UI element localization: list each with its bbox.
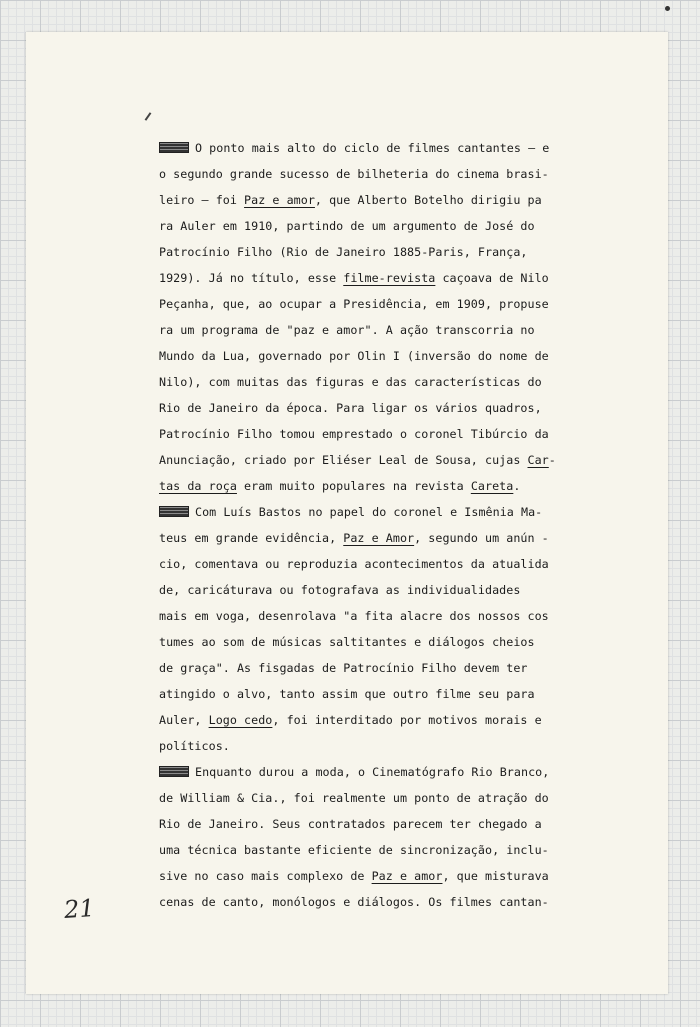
text-segment: teus em grande evidência,: [159, 531, 344, 545]
document-body: [159, 135, 611, 915]
text-line: [159, 369, 611, 395]
text-line: [159, 473, 611, 499]
text-segment: de, caricáturava ou fotografava as individualidades: [159, 583, 521, 597]
text-segment: Patrocínio Filho (Rio de Janeiro 1885-Paris, França,: [159, 245, 528, 259]
text-segment: , que misturava: [442, 869, 549, 883]
text-segment: Auler,: [159, 713, 209, 727]
text-segment: Com Luís Bastos no papel do coronel e Ismênia Ma-: [195, 505, 543, 519]
text-line: [159, 525, 611, 551]
text-line: [159, 499, 611, 525]
text-line: [159, 759, 611, 785]
text-segment: tumes ao som de músicas saltitantes e diálogos cheios: [159, 635, 535, 649]
text-segment: Patrocínio Filho tomou emprestado o coronel Tibúrcio da: [159, 427, 549, 441]
text-segment: Nilo), com muitas das figuras e das características do: [159, 375, 542, 389]
paragraph-mark-icon: [159, 766, 189, 777]
text-segment: uma técnica bastante eficiente de sincronização, inclu-: [159, 843, 549, 857]
text-line: [159, 655, 611, 681]
text-line: [159, 551, 611, 577]
pin-dot: [665, 6, 670, 11]
text-segment: ra um programa de "paz e amor". A ação transcorria no: [159, 323, 535, 337]
paragraph-mark-icon: [159, 142, 189, 153]
text-segment: cenas de canto, monólogos e diálogos. Os filmes cantan-: [159, 895, 549, 909]
text-segment: O ponto mais alto do ciclo de filmes cantantes — e: [195, 141, 550, 155]
text-line: [159, 863, 611, 889]
text-line: [159, 629, 611, 655]
text-line: [159, 187, 611, 213]
text-segment: , que Alberto Botelho dirigiu pa: [314, 193, 542, 207]
text-segment: Peçanha, que, ao ocupar a Presidência, em 1909, propuse: [159, 297, 549, 311]
text-segment: -: [548, 453, 556, 467]
text-line: [159, 317, 611, 343]
underlined-title: Paz e amor: [371, 869, 443, 883]
underlined-title: Logo cedo: [208, 713, 273, 727]
underlined-title: tas da roça: [159, 479, 237, 493]
text-segment: ra Auler em 1910, partindo de um argumento de José do: [159, 219, 535, 233]
text-segment: de graça". As fisgadas de Patrocínio Filho devem ter: [159, 661, 528, 675]
text-segment: caçoava de Nilo: [435, 271, 549, 285]
text-segment: eram muito populares na revista: [236, 479, 471, 493]
page-number: 21: [63, 893, 96, 925]
underlined-title: Paz e Amor: [343, 531, 415, 545]
text-line: [159, 447, 611, 473]
text-segment: Mundo da Lua, governado por Olin I (inversão do nome de: [159, 349, 549, 363]
text-line: [159, 291, 611, 317]
text-segment: .: [513, 479, 521, 493]
text-line: [159, 681, 611, 707]
text-line: [159, 577, 611, 603]
text-line: [159, 733, 611, 759]
text-line: [159, 707, 611, 733]
text-segment: Rio de Janeiro. Seus contratados parecem ter chegado a: [159, 817, 542, 831]
text-segment: de William & Cia., foi realmente um ponto de atração do: [159, 791, 549, 805]
text-line: [159, 811, 611, 837]
text-line: [159, 161, 611, 187]
text-segment: mais em voga, desenrolava "a fita alacre dos nossos cos: [159, 609, 549, 623]
text-line: [159, 395, 611, 421]
underlined-title: Careta: [470, 479, 514, 493]
text-segment: leiro — foi: [159, 193, 245, 207]
text-line: [159, 889, 611, 915]
text-line: [159, 837, 611, 863]
text-line: [159, 421, 611, 447]
text-segment: sive no caso mais complexo de: [159, 869, 372, 883]
text-segment: Enquanto durou a moda, o Cinematógrafo Rio Branco,: [195, 765, 550, 779]
underlined-title: Car: [527, 453, 549, 467]
text-line: [159, 603, 611, 629]
text-line: [159, 135, 611, 161]
text-line: [159, 213, 611, 239]
text-segment: atingido o alvo, tanto assim que outro filme seu para: [159, 687, 535, 701]
text-segment: o segundo grande sucesso de bilheteria do cinema brasi-: [159, 167, 549, 181]
text-segment: políticos.: [159, 739, 230, 753]
text-line: [159, 239, 611, 265]
text-segment: Anunciação, criado por Eliéser Leal de Sousa, cujas: [159, 453, 528, 467]
text-segment: , segundo um anún -: [414, 531, 549, 545]
underlined-title: filme-revista: [343, 271, 436, 285]
text-line: [159, 785, 611, 811]
text-segment: Rio de Janeiro da época. Para ligar os vários quadros,: [159, 401, 542, 415]
underlined-title: Paz e amor: [244, 193, 315, 207]
text-segment: , foi interditado por motivos morais e: [272, 713, 542, 727]
text-line: [159, 343, 611, 369]
text-segment: cio, comentava ou reproduzia acontecimentos da atualida: [159, 557, 549, 571]
paragraph-mark-icon: [159, 506, 189, 517]
text-line: [159, 265, 611, 291]
text-segment: 1929). Já no título, esse: [159, 271, 344, 285]
